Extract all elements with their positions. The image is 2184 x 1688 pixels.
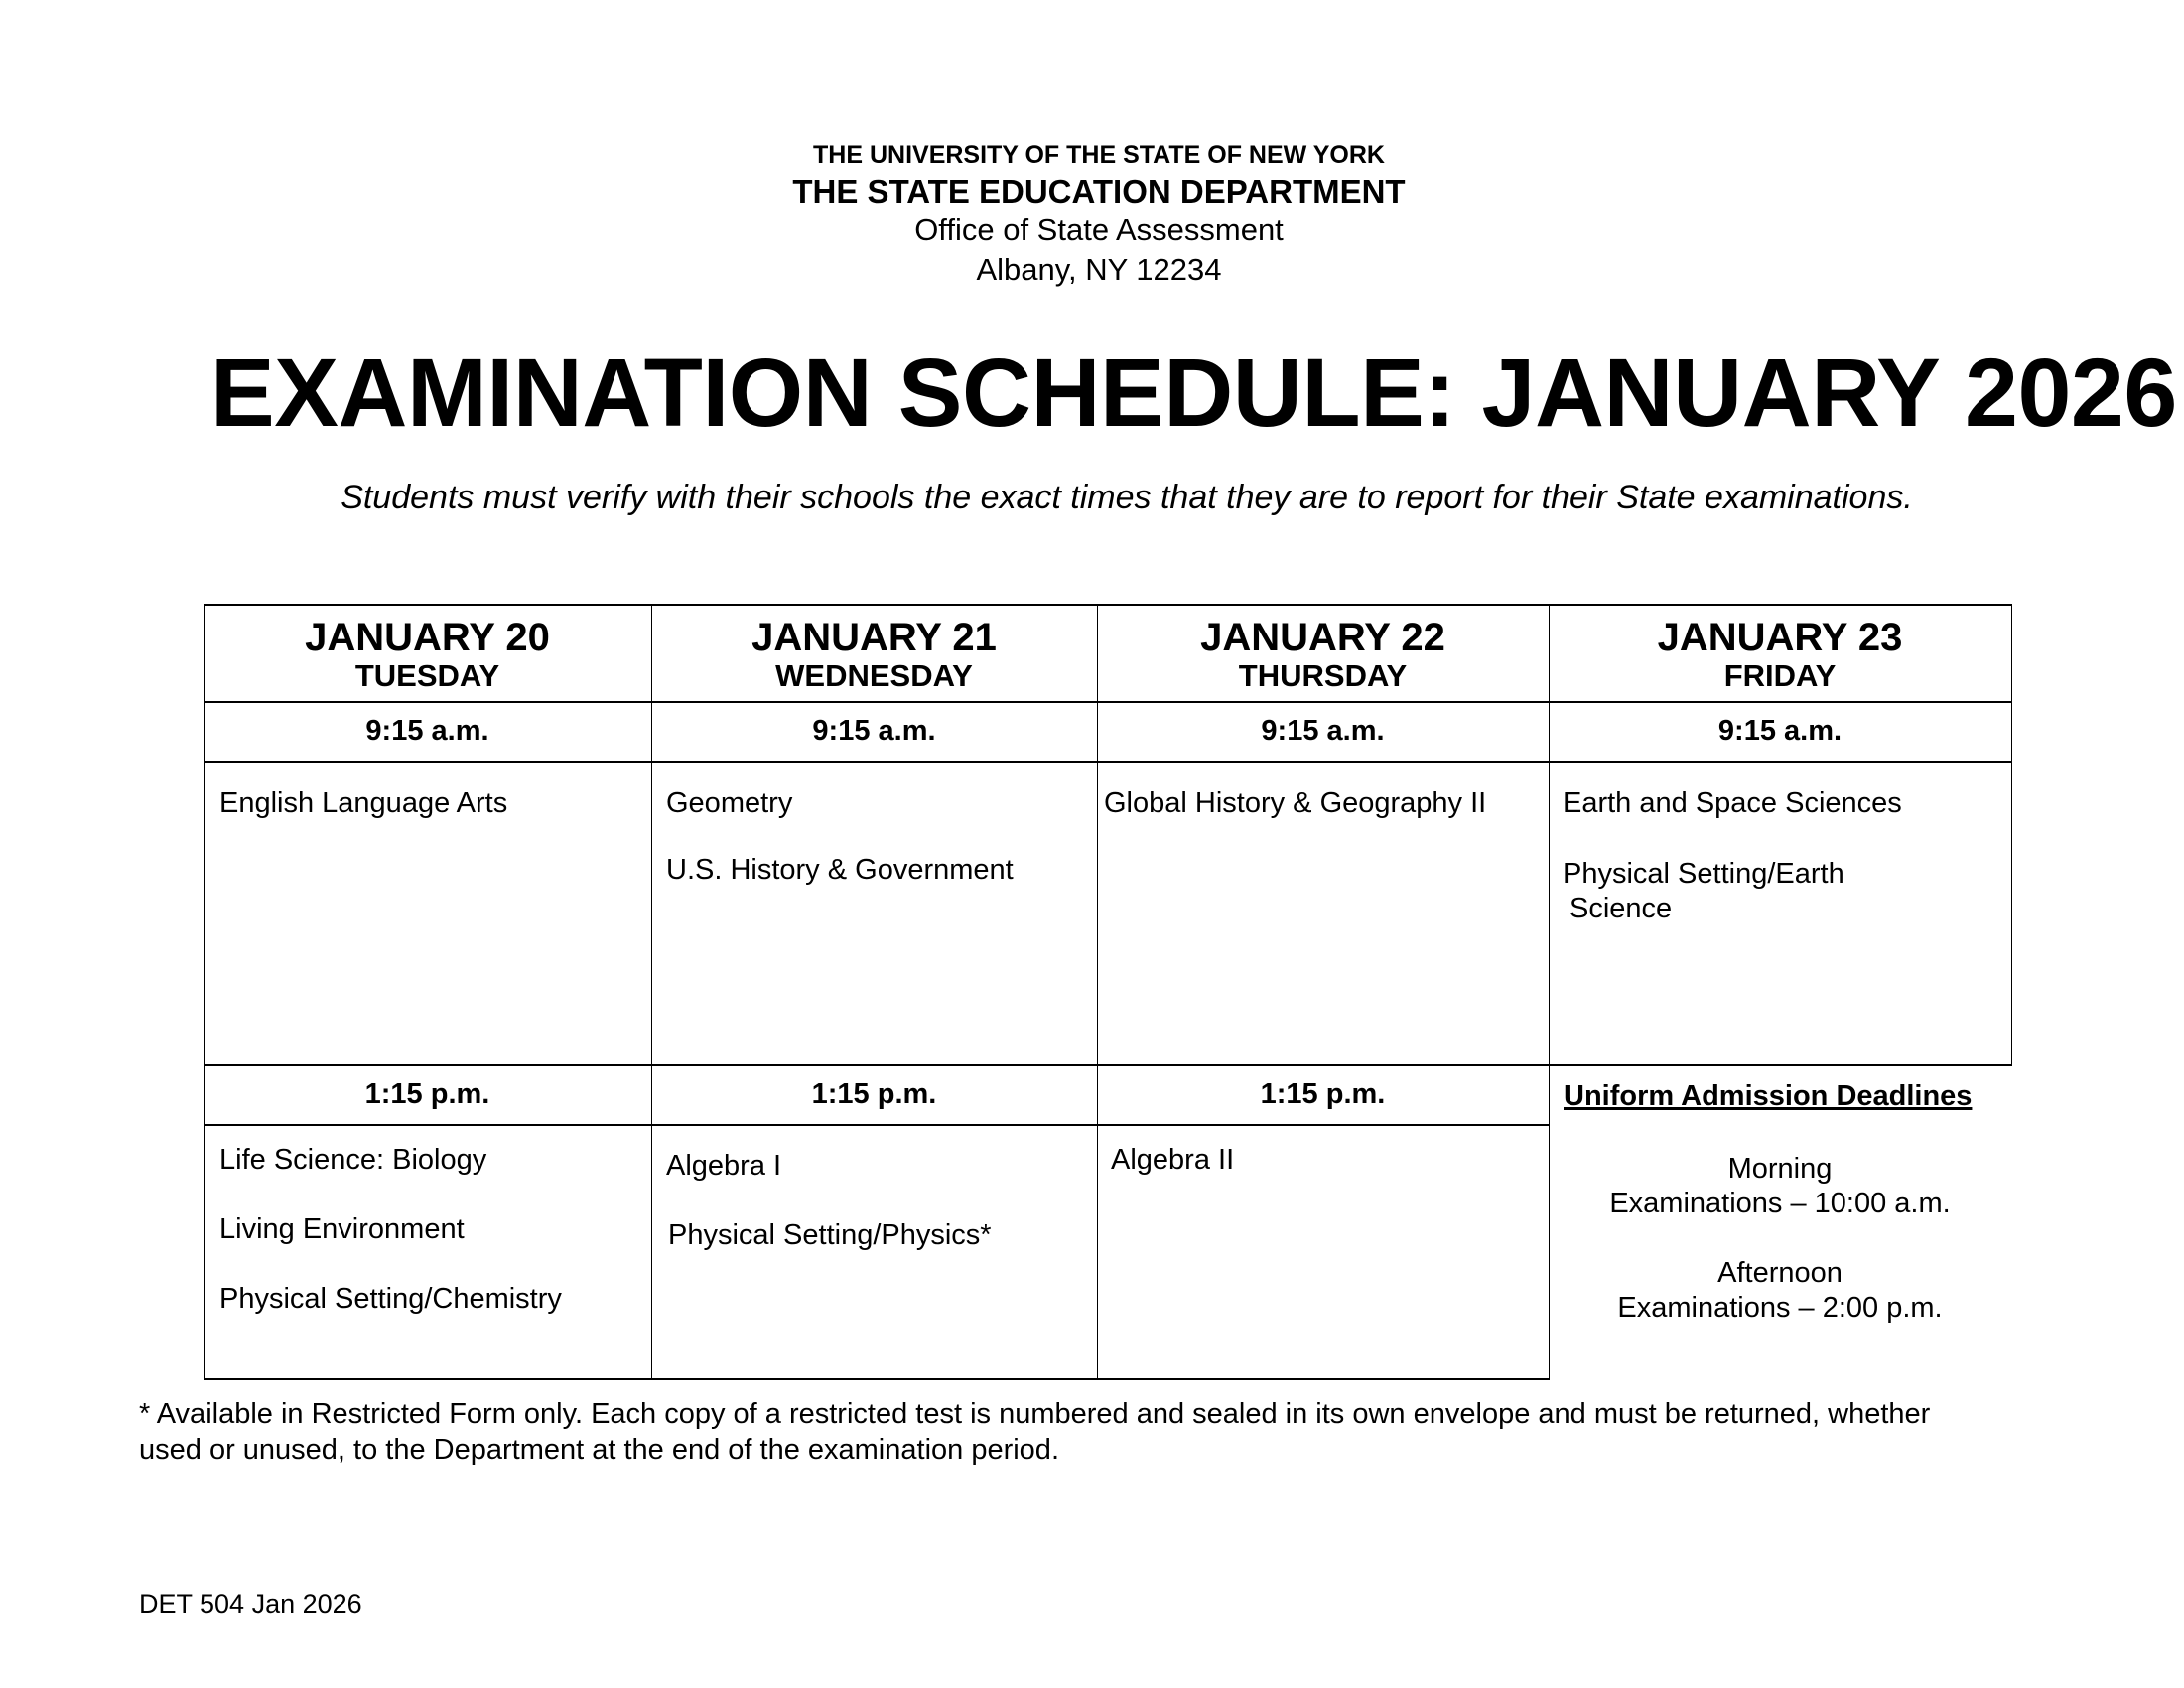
footnote-line: used or unused, to the Department at the end of the examination period. (139, 1434, 1059, 1466)
department-name: THE STATE EDUCATION DEPARTMENT (792, 173, 1406, 210)
day-weekday: FRIDAY (1723, 658, 1837, 693)
day-date: JANUARY 21 (751, 616, 997, 659)
day-date: JANUARY 22 (1200, 616, 1445, 659)
exam-item: U.S. History & Government (666, 854, 1014, 886)
morning-time: 9:15 a.m. (1717, 715, 1843, 747)
office-name: Office of State Assessment (914, 212, 1284, 247)
afternoon-deadline-label: Afternoon (1717, 1257, 1843, 1289)
morning-deadline-value: Examinations – 10:00 a.m. (1609, 1188, 1951, 1219)
exam-item: Science (1570, 893, 1673, 924)
day-weekday: THURSDAY (1238, 658, 1408, 693)
morning-deadline-label: Morning (1727, 1153, 1833, 1185)
exam-schedule-table (204, 604, 2012, 1379)
table-rule (204, 1124, 1549, 1126)
exam-item: Algebra II (1111, 1144, 1235, 1176)
footnote-line: * Available in Restricted Form only. Each copy of a restricted test is numbered and sealed in its own envelope and must be returned, whether (139, 1398, 1931, 1430)
day-header-jan-23 (1549, 604, 2011, 701)
exam-item: Physical Setting/Earth (1563, 858, 1844, 890)
morning-deadline (1549, 1152, 2011, 1221)
exam-item: Geometry (666, 787, 793, 819)
morning-time: 9:15 a.m. (365, 715, 489, 747)
day-weekday: WEDNESDAY (775, 658, 973, 693)
afternoon-time: 1:15 p.m. (364, 1078, 490, 1110)
morning-time: 9:15 a.m. (812, 715, 936, 747)
exam-item: Physical Setting/Physics* (668, 1219, 992, 1251)
restricted-form-footnote (139, 1396, 2085, 1468)
afternoon-deadline-value: Examinations – 2:00 p.m. (1617, 1292, 1943, 1324)
day-header-jan-22 (1097, 604, 1549, 701)
day-date: JANUARY 23 (1657, 616, 1903, 659)
table-rule (204, 701, 2012, 703)
exam-item: Life Science: Biology (219, 1144, 487, 1176)
table-rule (204, 1064, 2012, 1066)
morning-time: 9:15 a.m. (1261, 715, 1385, 747)
day-header-jan-20 (204, 604, 651, 701)
day-weekday: TUESDAY (354, 658, 500, 693)
table-border-bottom (204, 1378, 1549, 1380)
subtitle-notice: Students must verify with their schools the exact times that they are to report for their State examinations. (341, 479, 1913, 516)
table-rule (204, 761, 2012, 763)
exam-item: Physical Setting/Chemistry (219, 1283, 562, 1315)
page-title: EXAMINATION SCHEDULE: JANUARY 2026 (210, 339, 2177, 447)
afternoon-time: 1:15 p.m. (1260, 1078, 1386, 1110)
afternoon-time: 1:15 p.m. (811, 1078, 937, 1110)
university-name: THE UNIVERSITY OF THE STATE OF NEW YORK (813, 141, 1385, 169)
exam-item: Global History & Geography II (1104, 787, 1487, 819)
form-code: DET 504 Jan 2026 (139, 1589, 362, 1618)
exam-item: Algebra I (666, 1150, 782, 1182)
exam-item: English Language Arts (219, 787, 508, 819)
office-address: Albany, NY 12234 (976, 252, 1222, 287)
afternoon-deadline (1549, 1256, 2011, 1326)
day-header-jan-21 (651, 604, 1097, 701)
table-border-right (2011, 604, 2012, 1066)
admission-deadlines-heading: Uniform Admission Deadlines (1564, 1080, 1973, 1112)
exam-item: Earth and Space Sciences (1563, 787, 1902, 819)
exam-item: Living Environment (219, 1213, 465, 1245)
day-date: JANUARY 20 (305, 616, 550, 659)
